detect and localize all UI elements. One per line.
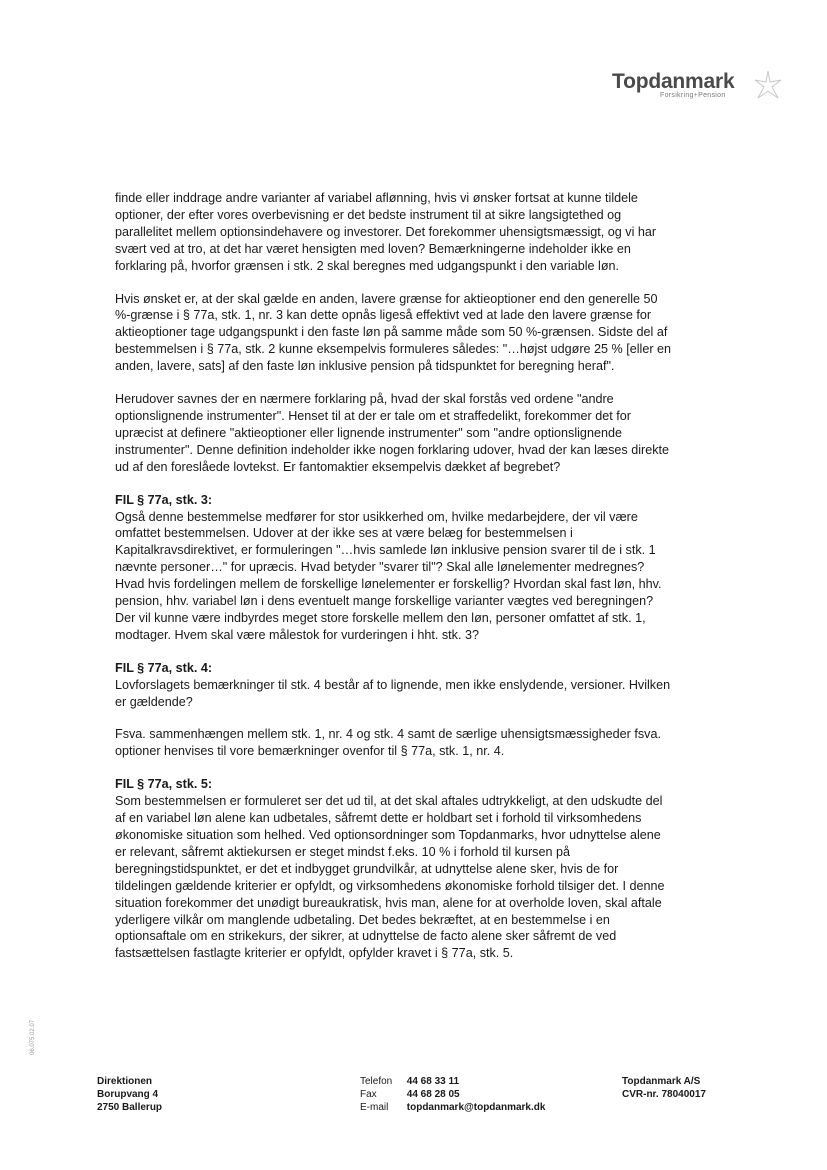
- body-paragraph: Herudover savnes der en nærmere forklaring på, hvad der skal forstås ved ordene "andre optionslignende instrumenter". Henset til at der er tale om et straffedelikt, forekommer det for upræcist at definere "aktieoptioner eller lignende instrumenter" som "andre optionslignende instrumenter". Denne definition indeholder ikke nogen forklaring udover, hvad der kan læses direkte ud af den foreslåede lovtekst. Er fantomaktier eksempelvis dækket af begrebet?: [115, 392, 670, 474]
- company-logo: [612, 70, 792, 99]
- footer-email: [360, 1101, 545, 1114]
- section-heading: FIL § 77a, stk. 3:: [115, 492, 213, 507]
- body-paragraph: Hvis ønsket er, at der skal gælde en anden, lavere grænse for aktieoptioner end den generelle 50 %-grænse i § 77a, stk. 1, nr. 3 kan dette opnås ligeså effektivt ved at lade den lavere grænse for aktieoptioner tage udgangspunkt i den faste løn på samme måde som 50 %-grænsen. Sidste del af bestemmelsen i § 77a, stk. 2 kunne eksempelvis formuleres således: "…højst udgøre 25 % [eller en anden, lavere, sats] af den faste løn inklusive pension på tidspunktet for beregning heraf".: [115, 291, 672, 374]
- footer-address: [97, 1075, 162, 1114]
- footer-cvr: CVR-nr. 78040017: [622, 1089, 706, 1100]
- footer-phone: [360, 1075, 545, 1088]
- footer-contact: [360, 1075, 545, 1114]
- email-label: E-mail: [360, 1102, 389, 1113]
- footer-address-line: 2750 Ballerup: [97, 1102, 163, 1113]
- body-paragraph: finde eller inddrage andre varianter af variabel aflønning, hvis vi ønsker fortsat at kunne tildele optioner, der efter vores overbevisning er det bedste instrument til at sikre langsigtethed og parallelitet mellem optionsindehavere og investorer. Det forekommer uhensigtsmæssigt, og vi har svært ved at tro, at det har været hensigten med loven? Bemærkningerne indeholder ikke en forklaring på, hvorfor grænsen i stk. 2 skal beregnes med udgangspunkt i den variable løn.: [115, 191, 657, 273]
- fax-value: 44 68 28 05: [406, 1089, 460, 1100]
- logo-star-icon: [750, 68, 786, 104]
- logo-tagline: Forsikring+Pension: [660, 92, 726, 99]
- section-heading: FIL § 77a, stk. 4:: [115, 660, 213, 675]
- phone-value: 44 68 33 11: [406, 1076, 460, 1087]
- footer-company: [622, 1075, 706, 1101]
- footer-fax: [360, 1088, 545, 1101]
- letter-body: [115, 190, 675, 978]
- fax-label: Fax: [360, 1089, 377, 1100]
- body-paragraph: Som bestemmelsen er formuleret ser det ud til, at det skal aftales udtrykkeligt, at den udskudte del af en variabel løn alene kan udbetales, såfremt dette er holdbart set i forhold til virksomhedens økonomiske situation som helhed. Ved optionsordninger som Topdanmarks, hvor udnyttelse alene er relevant, såfremt aktiekursen er steget mindst f.eks. 10 % i forhold til kursen på beregningstidspunktet, er det et indbygget grundvilkår, at udnyttelse alene sker, hvis de for tildelingen gældende kriterier er opfyldt, og virksomhedens økonomiske forhold tilsiger det. I denne situation forekommer det unødigt bureaukratisk, hvis man, alene for at overholde loven, skal aftale yderligere vilkår om manglende udbetaling. Det bedes bekræftet, at en bestemmelse i en optionsaftale om en strikekurs, der sikrer, at udnyttelse de facto alene sker såfremt de ved fastsættelsen fastlagte kriterier er opfyldt, opfylder kravet i § 77a, stk. 5.: [115, 794, 665, 961]
- footer-address-line: Borupvang 4: [97, 1089, 159, 1100]
- body-paragraph: Fsva. sammenhængen mellem stk. 1, nr. 4 og stk. 4 samt de særlige uhensigtsmæssigheder fsva. optioner henvises til vore bemærkninger ovenfor til § 77a, stk. 1, nr. 4.: [115, 727, 661, 759]
- side-code: 06.075.02.07: [30, 1019, 36, 1055]
- section-heading: FIL § 77a, stk. 5:: [115, 777, 213, 792]
- body-paragraph: Lovforslagets bemærkninger til stk. 4 består af to lignende, men ikke enslydende, versioner. Hvilken er gældende?: [115, 677, 671, 709]
- email-value: topdanmark@topdanmark.dk: [406, 1102, 546, 1113]
- footer-address-line: Direktionen: [97, 1076, 153, 1087]
- body-paragraph: Også denne bestemmelse medfører for stor usikkerhed om, hvilke medarbejdere, der vil være omfattet bestemmelsen. Udover at der ikke ses at være belæg for bestemmelsen i Kapitalkravsdirektivet, er formuleringen "…hvis samlede løn inklusive pension svarer til de i stk. 1 nævnte personer…" for upræcis. Hvad betyder "svarer til"? Skal alle lønelementer medregnes? Hvad hvis fordelingen mellem de forskellige lønelementer er forskellig? Hvordan skal fast løn, hhv. pension, hhv. variabel løn i dens eventuelt mange forskellige varianter vægtes ved beregningen? Der vil kunne være indbyrdes meget store forskelle mellem den løn, personer omfattet af stk. 1, modtager. Hvem skal være målestok for vurderingen i hht. stk. 3?: [115, 509, 662, 642]
- footer-company-name: Topdanmark A/S: [622, 1076, 701, 1087]
- phone-label: Telefon: [360, 1076, 393, 1087]
- logo-name: Topdanmark: [612, 70, 735, 93]
